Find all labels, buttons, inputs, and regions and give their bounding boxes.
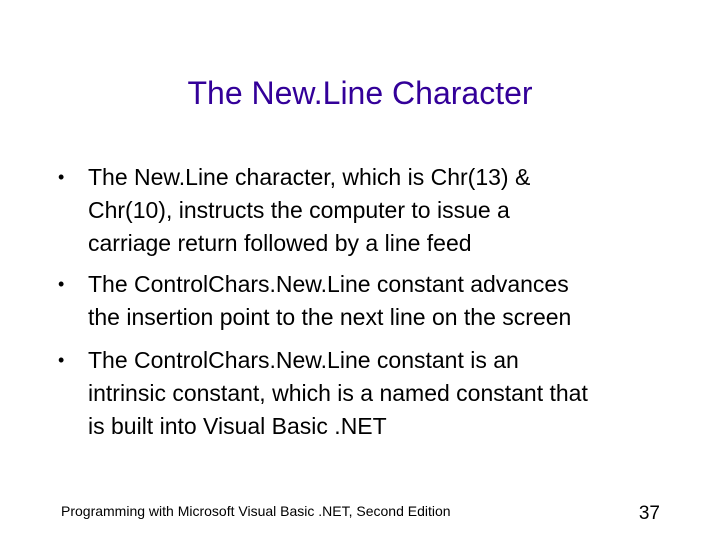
bullet-text	[88, 161, 678, 260]
bullet-line: is built into Visual Basic .NET	[88, 413, 387, 439]
bullet-line: the insertion point to the next line on the screen	[88, 304, 572, 330]
bullet-line: carriage return followed by a line feed	[88, 230, 472, 256]
bullet-line: Chr(10), instructs the computer to issue a	[88, 197, 510, 223]
bullet-item	[58, 344, 678, 443]
bullet-line: intrinsic constant, which is a named constant that	[88, 380, 588, 406]
bullet-line: The ControlChars.New.Line constant advances	[88, 271, 569, 297]
footer-text: Programming with Microsoft Visual Basic .NET, Second Edition	[61, 503, 451, 519]
bullet-marker: •	[58, 350, 65, 370]
bullet-marker: •	[58, 274, 65, 294]
bullet-text	[88, 268, 678, 334]
bullet-line: The ControlChars.New.Line constant is an	[88, 347, 519, 373]
bullet-line: The New.Line character, which is Chr(13) &	[88, 164, 531, 190]
bullet-item	[58, 161, 678, 260]
page-number: 37	[638, 503, 660, 524]
bullet-item	[58, 268, 678, 334]
bullet-marker: •	[58, 167, 65, 187]
slide-title: The New.Line Character	[187, 75, 533, 111]
bullet-text	[88, 344, 678, 443]
